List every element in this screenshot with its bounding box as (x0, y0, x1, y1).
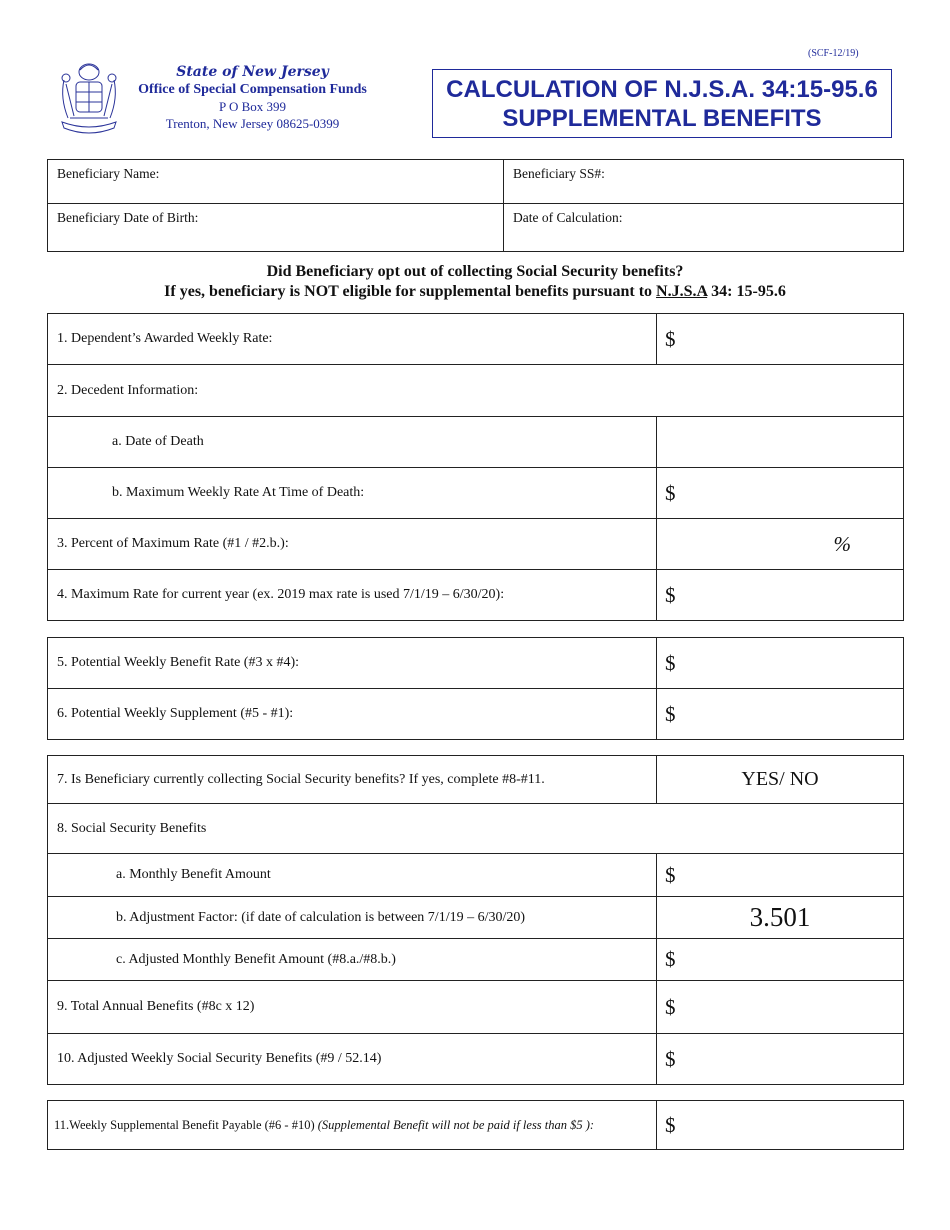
row-2a-label: a. Date of Death (48, 417, 657, 468)
row-11-value[interactable]: $ (657, 1101, 904, 1150)
form-number: (SCF-12/19) (808, 48, 859, 59)
beneficiary-name-field[interactable]: Beneficiary Name: (48, 160, 504, 204)
state-name: State of New Jersey (176, 64, 329, 80)
row-10-value[interactable]: $ (657, 1034, 904, 1085)
row-8-label: 8. Social Security Benefits (48, 804, 904, 854)
table-row (48, 365, 904, 417)
beneficiary-ss-field[interactable]: Beneficiary SS#: (504, 160, 904, 204)
state-seal-icon (56, 58, 122, 138)
potential-benefit-table (47, 637, 904, 740)
row-4-label: 4. Maximum Rate for current year (ex. 2019 max rate is used 7/1/19 – 6/30/20): (48, 570, 657, 621)
table-row (48, 638, 904, 689)
beneficiary-dob-field[interactable]: Beneficiary Date of Birth: (48, 204, 504, 252)
row-6-value[interactable]: $ (657, 689, 904, 740)
row-4-value[interactable]: $ (657, 570, 904, 621)
date-of-calculation-field[interactable]: Date of Calculation: (504, 204, 904, 252)
row-2-label: 2. Decedent Information: (48, 365, 904, 417)
row-8b-label: b. Adjustment Factor: (if date of calculation is between 7/1/19 – 6/30/20) (48, 897, 657, 939)
city-address: Trenton, New Jersey 08625-0399 (165, 116, 340, 131)
table-row (48, 570, 904, 621)
table-row (48, 897, 904, 939)
row-8c-label: c. Adjusted Monthly Benefit Amount (#8.a./#8.b.) (48, 939, 657, 981)
title-line-2: SUPPLEMENTAL BENEFITS (502, 105, 822, 132)
table-row (48, 1101, 904, 1150)
question-line-1: Did Beneficiary opt out of collecting Social Security benefits? (266, 263, 684, 280)
beneficiary-info-table (47, 159, 904, 252)
table-row (48, 314, 904, 365)
row-8c-value[interactable]: $ (657, 939, 904, 981)
row-5-value[interactable]: $ (657, 638, 904, 689)
row-1-value[interactable]: $ (657, 314, 904, 365)
row-8a-value[interactable]: $ (657, 854, 904, 897)
payable-table (47, 1100, 904, 1150)
row-3-value[interactable]: % (657, 519, 904, 570)
title-line-1: CALCULATION OF N.J.S.A. 34:15-95.6 (446, 76, 878, 103)
table-row (48, 939, 904, 981)
table-row (48, 854, 904, 897)
row-7-label: 7. Is Beneficiary currently collecting Social Security benefits? If yes, complete #8-#11. (48, 756, 657, 804)
row-2a-value[interactable] (657, 417, 904, 468)
table-row (48, 804, 904, 854)
table-row (48, 1034, 904, 1085)
row-11-label: 11.Weekly Supplemental Benefit Payable (#6 - #10) (Supplemental Benefit will not be paid if less than $5 ): (48, 1101, 657, 1150)
row-3-label: 3. Percent of Maximum Rate (#1 / #2.b.): (48, 519, 657, 570)
table-row (48, 468, 904, 519)
row-2b-label: b. Maximum Weekly Rate At Time of Death: (48, 468, 657, 519)
table-row (48, 417, 904, 468)
row-10-label: 10. Adjusted Weekly Social Security Benefits (#9 / 52.14) (48, 1034, 657, 1085)
table-row (48, 981, 904, 1034)
row-8b-value: 3.501 (657, 897, 904, 939)
table-row (48, 689, 904, 740)
po-box: P O Box 399 (218, 99, 287, 114)
form-title (432, 69, 892, 138)
row-8a-label: a. Monthly Benefit Amount (48, 854, 657, 897)
row-9-label: 9. Total Annual Benefits (#8c x 12) (48, 981, 657, 1034)
question-line-2: If yes, beneficiary is NOT eligible for supplemental benefits pursuant to N.J.S.A 34: 15-95.6 (164, 283, 786, 300)
office-name: Office of Special Compensation Funds (138, 82, 367, 97)
social-security-table (47, 755, 904, 1085)
row-1-label: 1. Dependent’s Awarded Weekly Rate: (48, 314, 657, 365)
table-row (48, 519, 904, 570)
row-11-note: (Supplemental Benefit will not be paid if less than $5 ): (317, 1117, 595, 1132)
table-row (48, 756, 904, 804)
row-5-label: 5. Potential Weekly Benefit Rate (#3 x #4): (48, 638, 657, 689)
agency-address (120, 64, 385, 132)
row-2b-value[interactable]: $ (657, 468, 904, 519)
decedent-section-table (47, 313, 904, 621)
row-9-value[interactable]: $ (657, 981, 904, 1034)
row-7-value[interactable]: YES/ NO (657, 756, 904, 804)
row-6-label: 6. Potential Weekly Supplement (#5 - #1): (48, 689, 657, 740)
opt-out-question (47, 262, 903, 302)
